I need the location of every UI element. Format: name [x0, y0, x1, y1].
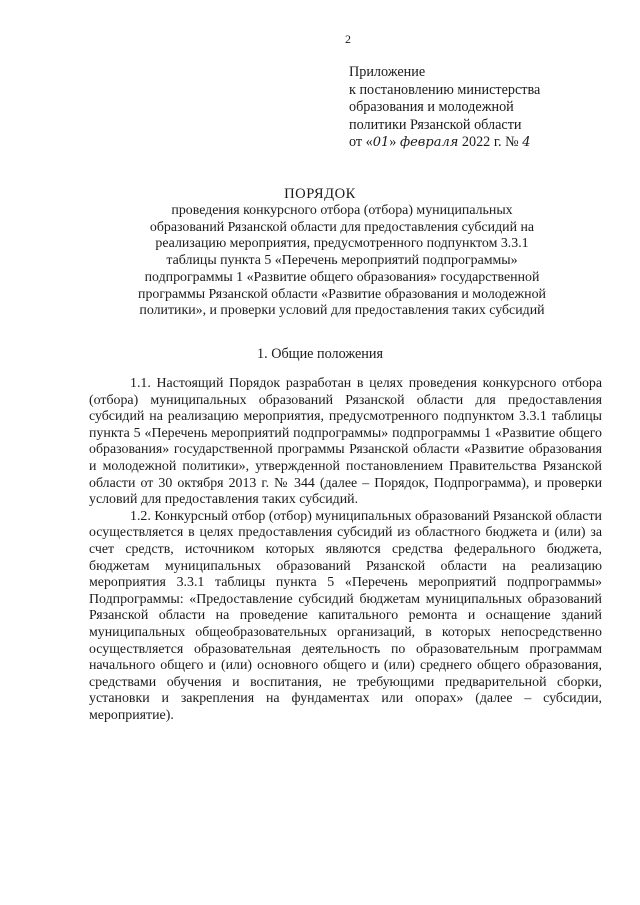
appendix-line: политики Рязанской области — [349, 116, 522, 133]
subtitle-line: реализацию мероприятия, предусмотренного подпунктом 3.3.1 — [155, 236, 529, 252]
subtitle-line: политики», и проверки условий для предоставления таких субсидий — [139, 303, 545, 319]
paragraph: 1.1. Настоящий Порядок разработан в целях проведения конкурсного отбора (отбора) муниципальных образований Рязанской области для предоставления субсидий на реализацию мероприятия, предусмотренного подпунктом 3.3.1 таблицы пункта 5 «Перечень мероприятий подпрограммы» подпрограммы 1 «Развитие общего образования» государственной программы Рязанской области «Развитие образования и молодежной политики», утвержденной постановлением Правительства Рязанской области от 30 октября 2013 г. № 344 (далее – Порядок, Подпрограмма), и проверки условий для предоставления таких субсидий. — [89, 376, 602, 508]
date-prefix: от « — [349, 134, 373, 150]
subtitle-line: проведения конкурсного отбора (отбора) муниципальных — [171, 203, 513, 218]
appendix-line: к постановлению министерства — [349, 81, 541, 98]
appendix-line: образования и молодежной — [349, 99, 514, 115]
section-heading: 1. Общие положения — [257, 346, 383, 362]
handwritten-number: 4 — [522, 135, 531, 150]
subtitle-line: программы Рязанской области «Развитие образования и молодежной — [138, 286, 546, 302]
appendix-line: Приложение — [349, 64, 426, 80]
handwritten-month: февраля — [399, 135, 459, 150]
document-subtitle — [104, 203, 580, 320]
date-mid: » — [389, 134, 400, 150]
subtitle-line: образований Рязанской области для предоставления субсидий на — [149, 219, 535, 235]
subtitle-line: таблицы пункта 5 «Перечень мероприятий подпрограммы» — [166, 253, 518, 269]
subtitle-line: подпрограммы 1 «Развитие общего образования» государственной — [144, 269, 540, 285]
page-number: 2 — [345, 32, 351, 46]
paragraph: 1.2. Конкурсный отбор (отбор) муниципальных образований Рязанской области осуществляется в целях предоставления субсидий из областного бюджета и (или) за счет средств, источником которых являются средства федерального бюджета, бюджетам муниципальных образований Рязанской области на реализацию мероприятия 3.3.1 таблицы пункта 5 «Перечень мероприятий подпрограммы» Подпрограммы: «Предоставление субсидий бюджетам муниципальных образований Рязанской области на проведение капитального ремонта и оснащение зданий муниципальных общеобразовательных организаций, в которых непосредственно осуществляется образовательная деятельность по образовательным программам начального общего и (или) основного общего и (или) среднего общего образования, средствами обучения и воспитания, не требующими предварительной сборки, установки и закрепления на фундаментах или опорах» (далее – субсидии, мероприятие). — [89, 508, 602, 723]
appendix-block — [349, 64, 540, 152]
handwritten-day: 01 — [372, 135, 390, 150]
document-title: ПОРЯДОК — [284, 186, 356, 202]
date-year: 2022 г. № — [458, 134, 523, 150]
appendix-date-line — [349, 134, 540, 152]
document-body — [89, 376, 602, 724]
